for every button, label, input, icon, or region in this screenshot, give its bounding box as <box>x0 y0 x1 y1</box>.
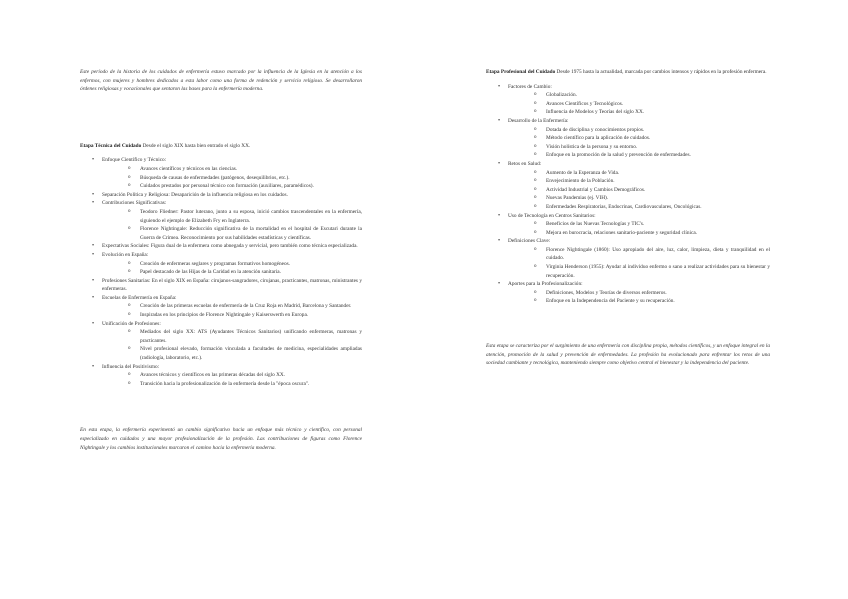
list-item: • Enfoque Científico y Técnico: o Avances científicos y técnicos en las ciencias. o Búsqueda de causas de enfermedades (patógenos, desequilibrios, etc.). o Cuidados prestados por personal técnico con formación (auxiliares, paramédicos). <box>92 156 362 190</box>
heading-title: Etapa Profesional del Cuidado <box>486 69 556 75</box>
sub-list-item: o Mejora en burocracia, relaciones sanitario-paciente y seguridad clínica. <box>534 229 770 238</box>
sub-list-item: o Beneficios de las Nuevas Tecnologías y TIC's. <box>534 220 770 229</box>
list-item: • Escuelas de Enfermería en España: o Creación de las primeras escuelas de enfermería de la Cruz Roja en Madrid, Barcelona y Santander. o Inspiradas en los principios de Florence Nightingale y Kaiserswerth en Europa. <box>92 294 362 320</box>
list-item: • Profesiones Sanitarias: En el siglo XIX en España: cirujanos-sangradores, cirujanas, practicantes, matronas, ministrantes y enfermeras. <box>92 277 362 294</box>
sub-list-item: o Enfoque en la Independencia del Paciente y su recuperación. <box>534 297 770 306</box>
sub-list-item: o Teodoro Fliedner: Pastor luterano, junto a su esposa, inició cambios trascendentales en la enfermería, siguiendo el ejemplo de Elizabeth Fry en Inglaterra. <box>128 208 362 225</box>
list-item: • Expectativas Sociales: Figura dual de la enfermera como abnegada y servicial, pero también como técnica especializada. <box>92 242 362 251</box>
sub-list-item: o Enfoque en la promoción de la salud y prevención de enfermedades. <box>534 151 770 160</box>
sub-list-item: o Creación de las primeras escuelas de enfermería de la Cruz Roja en Madrid, Barcelona y Santander. <box>128 302 362 311</box>
sub-list-item: o Nivel profesional elevado, formación vinculada a facultades de medicina, especialidades ampliadas (radiología, laboratorio, etc.). <box>128 345 362 362</box>
sub-list-item: o Creación de enfermeras seglares y programas formativos homogéneos. <box>128 260 362 269</box>
sub-list-item: o Visión holística de la persona y su entorno. <box>534 143 770 152</box>
sub-list-item: o Florence Nightingale: Reducción significativa de la mortalidad en el hospital de Escutari durante la Guerra de Crimea. Reconocimiento por sus habilidades estadísticas y científicas. <box>128 225 362 242</box>
sub-list-item: o Enfermedades Respiratorias, Endocrinas, Cardiovasculares, Oncológicas. <box>534 203 770 212</box>
section-heading-tecnica <box>80 142 362 151</box>
list-item: • Uso de Tecnología en Centros Sanitarios: o Beneficios de las Nuevas Tecnologías y TIC's. o Mejora en burocracia, relaciones sanitario-paciente y seguridad clínica. <box>498 212 770 238</box>
sub-list-item: o Búsqueda de causas de enfermedades (patógenos, desequilibrios, etc.). <box>128 174 362 183</box>
sub-list-item: o Virginia Henderson (1955): Ayudar al individuo enfermo o sano a realizar actividades para su bienestar y recuperación. <box>534 263 770 280</box>
outro-paragraph: En esta etapa, la enfermería experimentó un cambio significativo hacia un enfoque más técnico y científico, con personal especializado en cuidados y una mayor profesionalización de la profesión. Las contribuciones de figuras como Florence Nightingale y los cambios institucionales marcaron el camino hacia la enfermería moderna. <box>80 427 362 451</box>
sub-list-item: o Avances técnicos y científicos en las primeras décadas del siglo XX. <box>128 371 362 380</box>
sub-list-item: o Mediados del siglo XX: ATS (Ayudantes Técnicos Sanitarios) unificando enfermeras, matronas y practicantes. <box>128 328 362 345</box>
right-list <box>486 83 770 306</box>
list-item: • Contribuciones Significativas: o Teodoro Fliedner: Pastor luterano, junto a su esposa, inició cambios trascendentales en la enfermería, siguiendo el ejemplo de Elizabeth Fry en Inglaterra. o Florence Nightingale: Reducción significativa de la mortalidad en el hospital de Escutari durante la Guerra de Crimea. Reconocimiento por sus habilidades estadísticas y científicas. <box>92 199 362 242</box>
list-item: • Unificación de Profesiones: o Mediados del siglo XX: ATS (Ayudantes Técnicos Sanitarios) unificando enfermeras, matronas y practicantes. o Nivel profesional elevado, formación vinculada a facultades de medicina, especialidades ampliadas (radiología, laboratorio, etc.). <box>92 320 362 363</box>
sub-list-item: o Avances Científicos y Tecnológicos. <box>534 100 770 109</box>
sub-list-item: o Papel destacado de las Hijas de la Caridad en la atención sanitaria. <box>128 268 362 277</box>
sub-list-item: o Nuevas Pandemias (ej. VIH). <box>534 194 770 203</box>
sub-list-item: o Cuidados prestados por personal técnico con formación (auxiliares, paramédicos). <box>128 182 362 191</box>
sub-list-item: o Actividad Industrial y Cambios Demográficos. <box>534 186 770 195</box>
list-item: • Influencia del Positivismo: o Avances técnicos y científicos en las primeras décadas del siglo XX. o Transición hacia la profesionalización de la enfermería desde la "época oscura". <box>92 363 362 389</box>
list-item: • Evolución en España: o Creación de enfermeras seglares y programas formativos homogéneos. o Papel destacado de las Hijas de la Caridad en la atención sanitaria. <box>92 251 362 277</box>
sub-list-item: o Aumento de la Esperanza de Vida. <box>534 169 770 178</box>
right-column <box>486 68 770 368</box>
sub-list-item: o Inspiradas en los principios de Florence Nightingale y Kaiserswerth en Europa. <box>128 311 362 320</box>
outro-paragraph: Esta etapa se caracteriza por el surgimiento de una enfermería con disciplina propia, métodos científicos, y un enfoque integral en la atención, promoción de la salud y prevención de enfermedades. La profesión ha evolucionado para enfrentar los retos de una sociedad cambiante y tecnológica, manteniendo siempre como objetivo central el bienestar y la independencia del paciente. <box>486 343 770 367</box>
left-column <box>80 68 362 452</box>
list-item: • Retos en Salud: o Aumento de la Esperanza de Vida. o Envejecimiento de la Población. o Actividad Industrial y Cambios Demográficos. o Nuevas Pandemias (ej. VIH). o Enfermedades Respiratorias, Endocrinas, Cardiovasculares, Oncológicas. <box>498 160 770 212</box>
sub-list-item: o Método científico para la aplicación de cuidados. <box>534 134 770 143</box>
list-item: • Factores de Cambio: o Globalización. o Avances Científicos y Tecnológicos. o Influencia de Modelos y Teorías del siglo XX. <box>498 83 770 117</box>
list-item: • Definiciones Clave: o Florence Nightingale (1860): Uso apropiado del aire, luz, calor, limpieza, dieta y tranquilidad en el cuidado. o Virginia Henderson (1955): Ayudar al individuo enfermo o sano a realizar actividades para su bienestar y recuperación. <box>498 237 770 280</box>
list-item: • Desarrollo de la Enfermería: o Dotada de disciplina y conocimientos propios. o Método científico para la aplicación de cuidados. o Visión holística de la persona y su entorno. o Enfoque en la promoción de la salud y prevención de enfermedades. <box>498 117 770 160</box>
sub-list-item: o Influencia de Modelos y Teorías del siglo XX. <box>534 108 770 117</box>
intro-paragraph: Este período de la historia de los cuidados de enfermería estuvo marcado por la influencia de la Iglesia en la atención a los enfermos, con mujeres y hombres dedicados a esta labor como una forma de redención y servicio religioso. Se desarrollaron órdenes religiosas y vocacionales que sentaron las bases para la enfermería moderna. <box>80 69 362 93</box>
list-item: • Aportes para la Profesionalización: o Definiciones, Modelos y Teorías de diversos enfermeros. o Enfoque en la Independencia del Paciente y su recuperación. <box>498 280 770 306</box>
heading-title: Etapa Técnica del Cuidado <box>80 142 142 149</box>
left-list <box>80 156 362 388</box>
sub-list-item: o Definiciones, Modelos y Teorías de diversos enfermeros. <box>534 289 770 298</box>
sub-list-item: o Transición hacia la profesionalización de la enfermería desde la "época oscura". <box>128 380 362 389</box>
sub-list-item: o Dotada de disciplina y conocimientos propios. <box>534 126 770 135</box>
sub-list-item: o Avances científicos y técnicos en las ciencias. <box>128 165 362 174</box>
list-item: • Separación Política y Religiosa: Desaparición de la influencia religiosa en los cuidados. <box>92 191 362 200</box>
sub-list-item: o Florence Nightingale (1860): Uso apropiado del aire, luz, calor, limpieza, dieta y tranquilidad en el cuidado. <box>534 246 770 263</box>
heading-description: Desde 1975 hasta la actualidad, marcada por cambios intensos y rápidos en la profesión enfermera. <box>555 69 767 75</box>
heading-description: Desde el siglo XIX hasta bien entrado el siglo XX. <box>141 142 251 149</box>
section-heading-profesional <box>486 68 770 77</box>
sub-list-item: o Globalización. <box>534 91 770 100</box>
sub-list-item: o Envejecimiento de la Población. <box>534 177 770 186</box>
